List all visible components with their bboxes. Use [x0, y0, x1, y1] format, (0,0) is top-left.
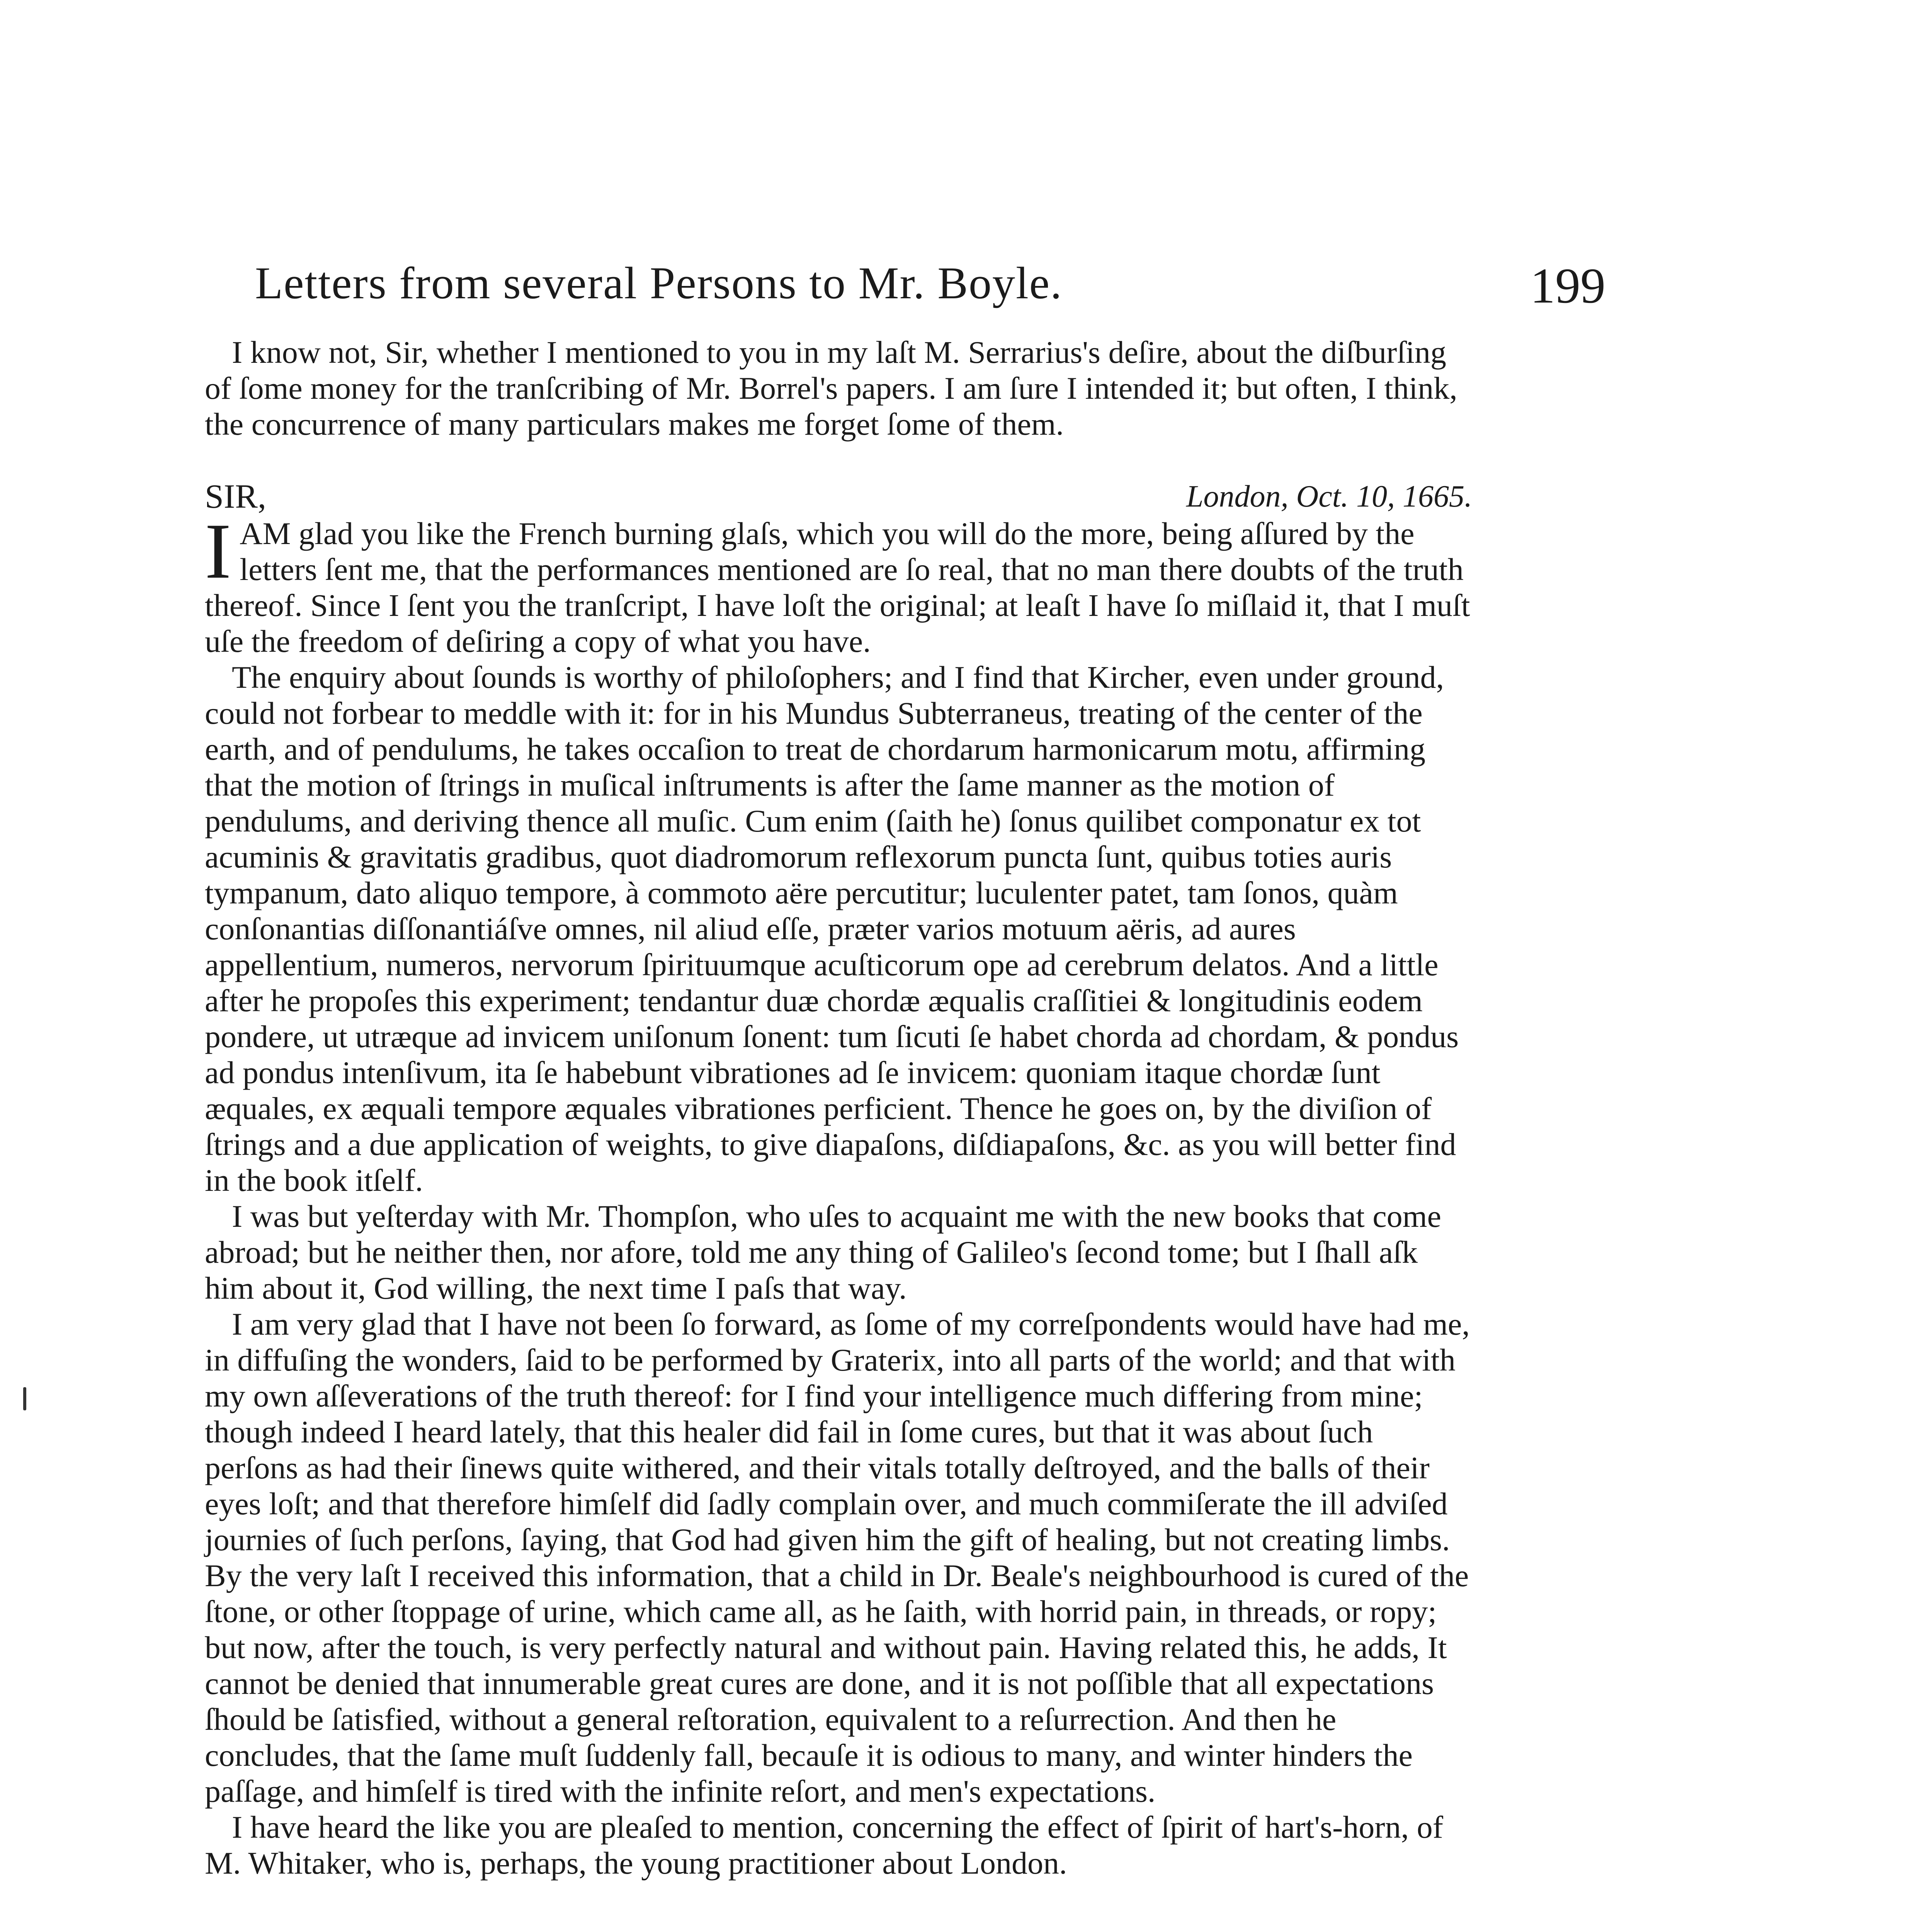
page-number: 199	[1530, 258, 1605, 314]
ink-mark	[23, 1387, 26, 1410]
letter-heading	[205, 479, 1472, 515]
paragraph-graterix: I am very glad that I have not been ſo forward, as ſome of my correſpondents would have had me, in diffuſing the wonders, ſaid to be performed by Graterix, into all parts of the world; and that with my own aſſeverations of the truth thereof: for I find your intelligence much differing from mine; though indeed I heard lately, that this healer did fail in ſome cures, but that it was about ſuch perſons as had their ſinews quite withered, and their vitals totally deſtroyed, and the balls of their eyes loſt; and that therefore himſelf did ſadly complain over, and much commiſerate the ill adviſed journies of ſuch perſons, ſaying, that God had given him the gift of healing, but not creating limbs. By the very laſt I received this information, that a child in Dr. Beale's neighbourhood is cured of the ſtone, or other ſtoppage of urine, which came all, as he ſaith, with horrid pain, in threads, or ropy; but now, after the touch, is very perfectly natural and without pain. Having related this, he adds, It cannot be denied that innumerable great cures are done, and it is not poſſible that all expectations ſhould be ſatisfied, without a general reſtoration, equivalent to a reſurrection. And then he concludes, that the ſame muſt ſuddenly fall, becauſe it is odious to many, and winter hinders the paſſage, and himſelf is tired with the infinite reſort, and men's expectations.	[205, 1306, 1470, 1809]
section-gap	[205, 442, 1472, 479]
letter-first-paragraph	[205, 507, 1472, 659]
first-paragraph-text: AM glad you like the French burning glaſs, which you will do the more, being aſſured by the letters ſent me, that the performances mentioned are ſo real, that no man there doubts of the truth thereof. Since I ſent you the tranſcript, I have loſt the original; at leaſt I have ſo miſlaid it, that I muſt uſe the freedom of deſiring a copy of what you have.	[205, 516, 1470, 659]
page-header	[255, 257, 1669, 327]
body-text	[205, 334, 1472, 1881]
paragraph-hartshorn: I have heard the like you are pleaſed to mention, concerning the effect of ſpirit of hart's-horn, of M. Whitaker, who is, perhaps, the young practitioner about London.	[205, 1810, 1443, 1881]
paragraph-thompson: I was but yeſterday with Mr. Thompſon, who uſes to acquaint me with the new books that come abroad; but he neither then, nor afore, told me any thing of Galileo's ſecond tome; but I ſhall aſk him about it, God willing, the next time I paſs that way.	[205, 1199, 1441, 1306]
opening-paragraph: I know not, Sir, whether I mentioned to you in my laſt M. Serrarius's deſire, about the diſburſing of ſome money for the tranſcribing of Mr. Borrel's papers. I am ſure I intended it; but often, I think, the concurrence of many particulars makes me forget ſome of them.	[205, 335, 1458, 442]
dateline: London, Oct. 10, 1665.	[1186, 480, 1472, 514]
salutation: SIR,	[205, 478, 266, 515]
running-title: Letters from several Persons to Mr. Boyle.	[255, 258, 1063, 308]
paragraph-kircher: The enquiry about ſounds is worthy of philoſophers; and I find that Kircher, even under ground, could not forbear to meddle with it: for in his Mundus Subterraneus, treating of the center of the earth, and of pendulums, he takes occaſion to treat de chordarum harmonicarum motu, affirming that the motion of ſtrings in muſical inſtruments is after the ſame manner as the motion of pendulums, and deriving thence all muſic. Cum enim (ſaith he) ſonus quilibet componatur ex tot acuminis & gravitatis gradibus, quot diadromorum reflexorum puncta ſunt, quibus toties auris tympanum, dato aliquo tempore, à commoto aëre percutitur; luculenter patet, tam ſonos, quàm conſonantias diſſonantiáſve omnes, nil aliud eſſe, præter varios motuum aëris, ad aures appellentium, numeros, nervorum ſpirituumque acuſticorum ope ad cerebrum delatos. And a little after he propoſes this experiment; tendantur duæ chordæ æqualis craſſitiei & longitudinis eodem pondere, ut utræque ad invicem uniſonum ſonent: tum ſicuti ſe habet chorda ad chordam, & pondus ad pondus intenſivum, ita ſe habebunt vibrationes ad ſe invicem: quoniam itaque chordæ ſunt æquales, ex æquali tempore æquales vibrationes perficient. Thence he goes on, by the diviſion of ſtrings and a due application of weights, to give diapaſons, diſdiapaſons, &c. as you will better find in the book itſelf.	[205, 660, 1459, 1198]
drop-cap: I	[205, 507, 231, 595]
